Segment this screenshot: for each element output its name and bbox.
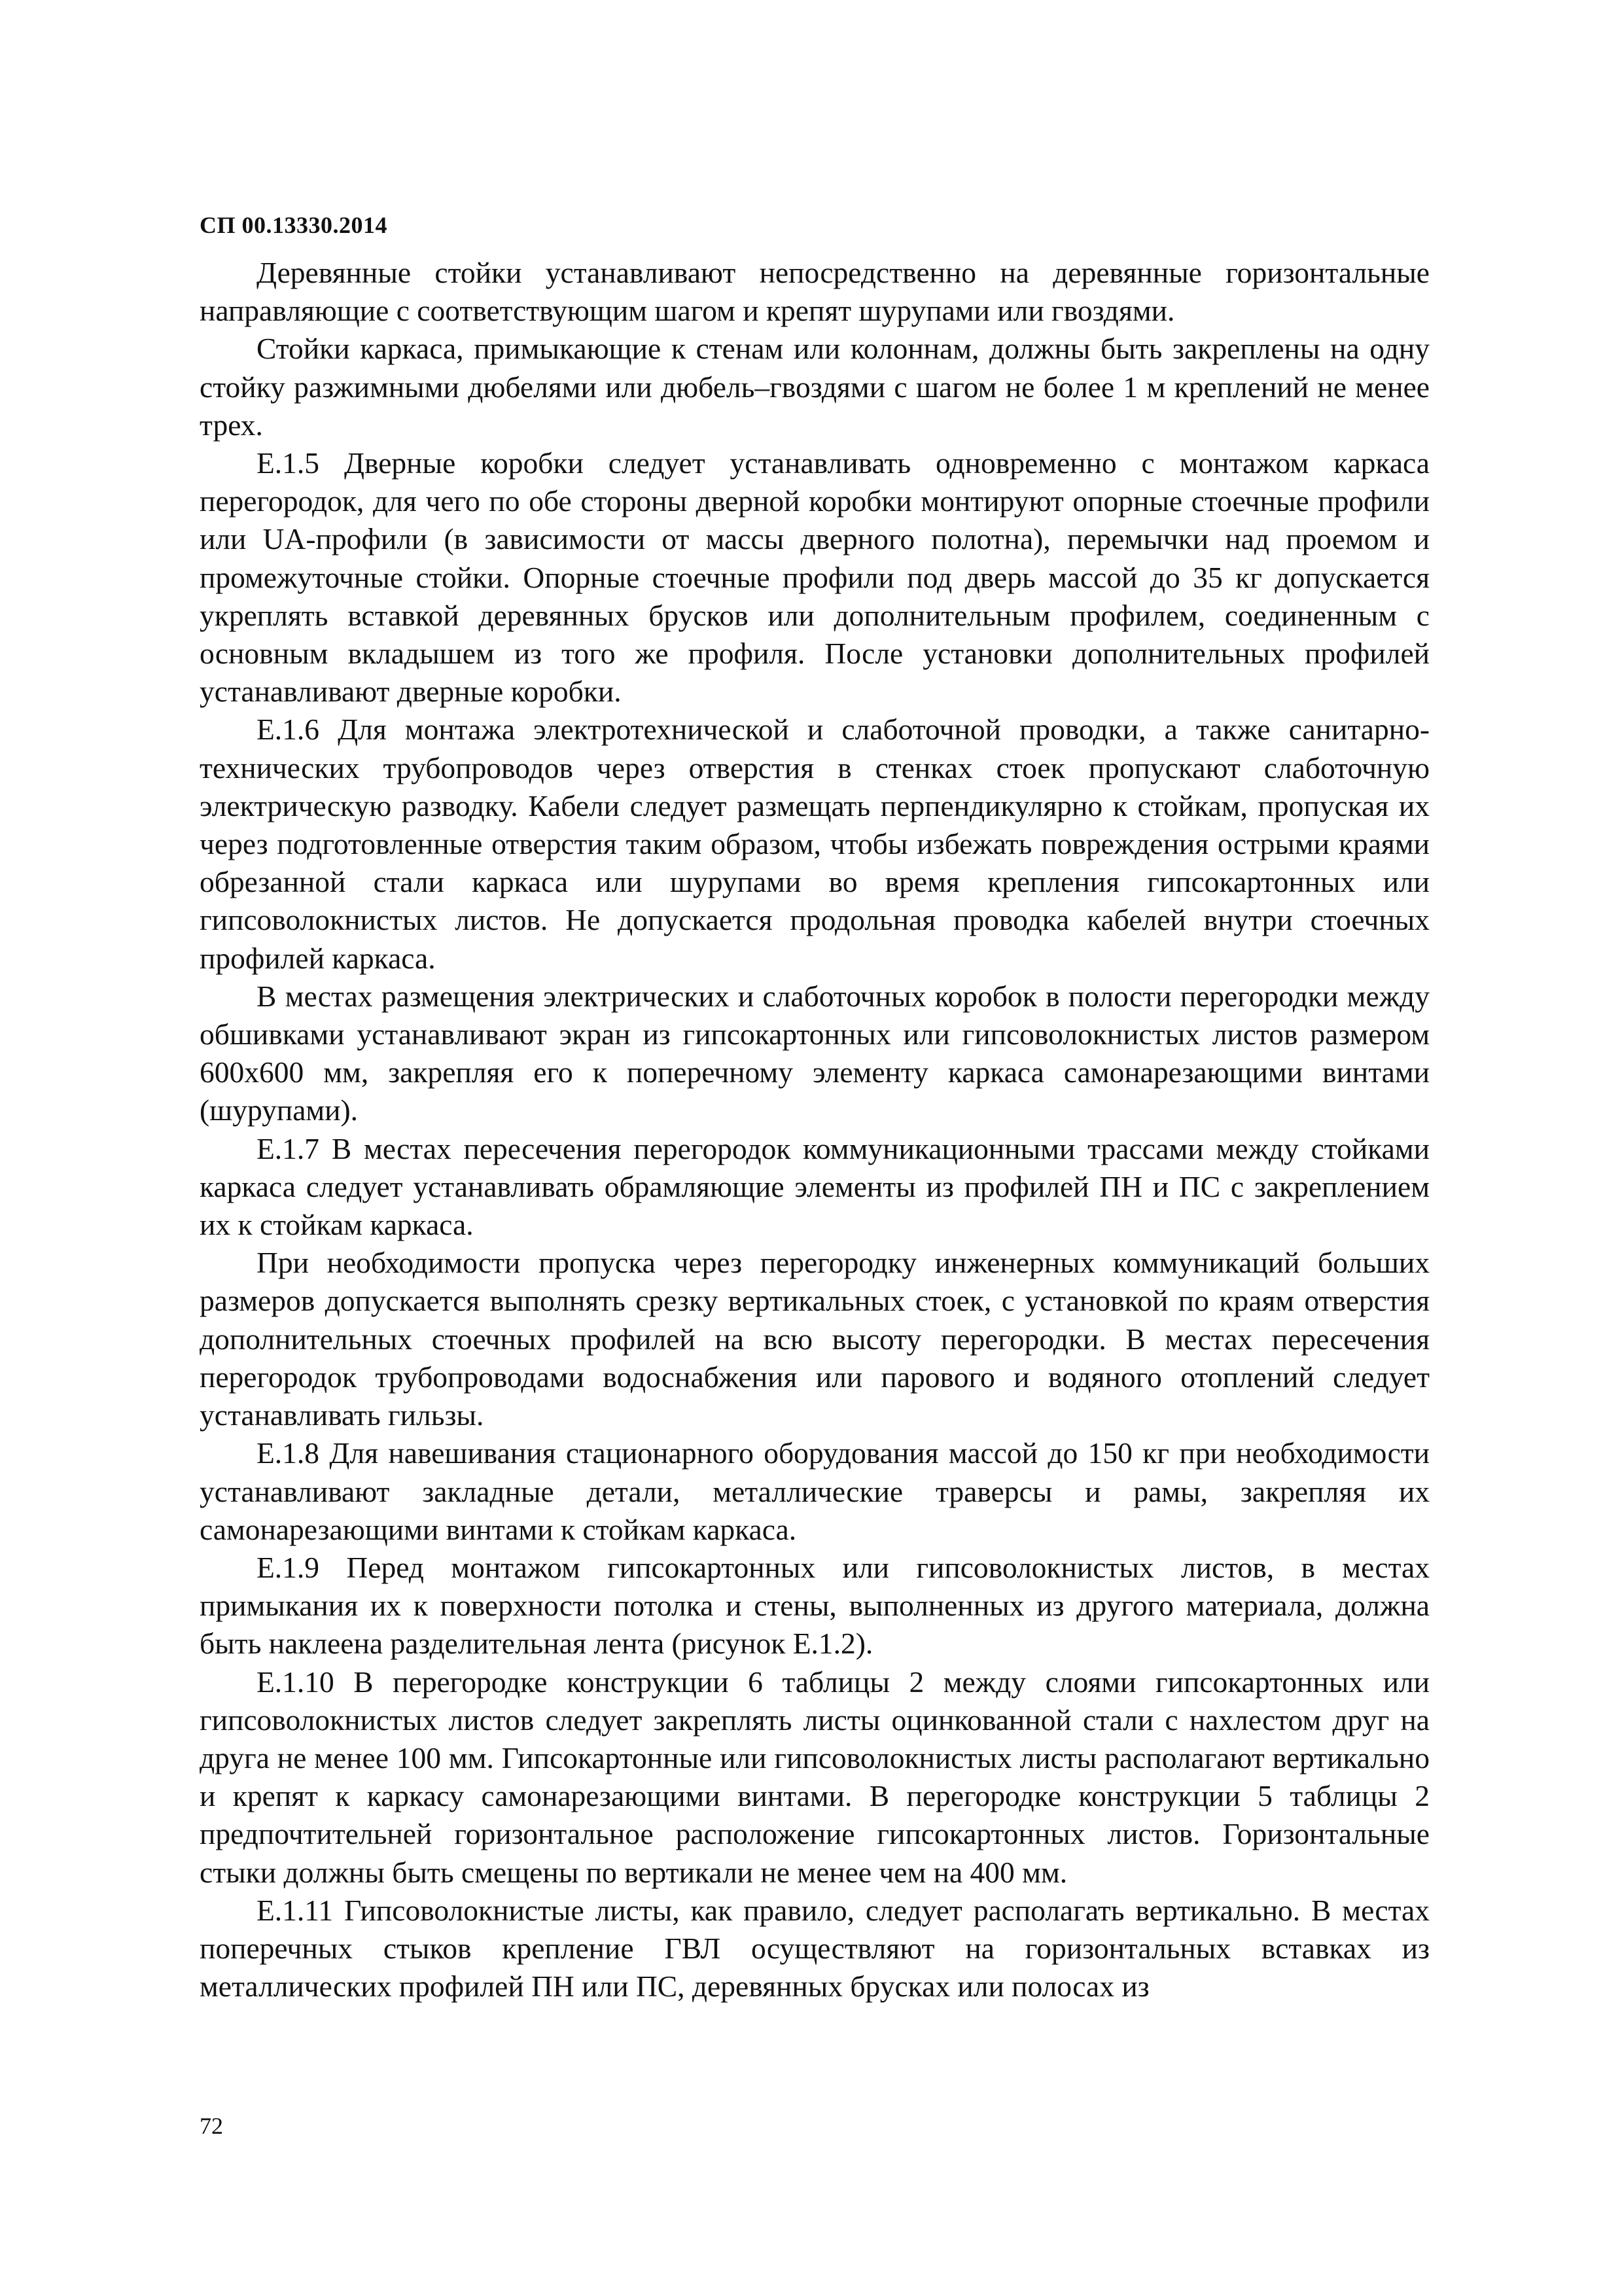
document-code-header: СП 00.13330.2014 xyxy=(200,212,387,238)
page-number: 72 xyxy=(200,2113,223,2139)
paragraph-e-1-10: Е.1.10 В перегородке конструкции 6 таблицы 2 между слоями гипсокартонных или гипсоволокнистых листов следует закреплять листы оцинкованной стали с нахлестом друг на друга не менее 100 мм. Гипсокартонные или гипсоволокнистых листы располагают вертикально и крепят к каркасу самонарезающими винтами. В перегородке конструкции 5 таблицы 2 предпочтительней горизонтальное расположение гипсокартонных листов. Горизонтальные стыки должны быть смещены по вертикали не менее чем на 400 мм. xyxy=(200,1665,1430,1889)
document-body xyxy=(200,254,1430,2005)
paragraph-e-1-11: Е.1.11 Гипсоволокнистые листы, как правило, следует располагать вертикально. В местах поперечных стыков крепление ГВЛ осуществляют на горизонтальных вставках из металлических профилей ПН или ПС, деревянных брусках или полосах из xyxy=(200,1893,1430,2004)
paragraph-e-1-8: Е.1.8 Для навешивания стационарного оборудования массой до 150 кг при необходимости устанавливают закладные детали, металлические траверсы и рамы, закрепляя их самонарезающими винтами к стойкам каркаса. xyxy=(200,1436,1430,1546)
paragraph-e-1-9: Е.1.9 Перед монтажом гипсокартонных или гипсоволокнистых листов, в местах примыкания их к поверхности потолка и стены, выполненных из другого материала, должна быть наклеена разделительная лента (рисунок Е.1.2). xyxy=(200,1550,1430,1661)
paragraph-e-1-7: Е.1.7 В местах пересечения перегородок коммуникационными трассами между стойками каркаса следует устанавливать обрамляющие элементы из профилей ПН и ПС с закреплением их к стойкам каркаса. xyxy=(200,1131,1430,1242)
paragraph-frame-posts: Стойки каркаса, примыкающие к стенам или колоннам, должны быть закреплены на одну стойку разжимными дюбелями или дюбель–гвоздями с шагом не более 1 м креплений не менее трех. xyxy=(200,332,1430,442)
paragraph-e-1-5: Е.1.5 Дверные коробки следует устанавливать одновременно с монтажом каркаса перегородок, для чего по обе стороны дверной коробки монтируют опорные стоечные профили или UA-профили (в зависимости от массы дверного полотна), перемычки над проемом и промежуточные стойки. Опорные стоечные профили под дверь массой до 35 кг допускается укреплять вставкой деревянных брусков или дополнительным профилем, соединенным с основным вкладышем из того же профиля. После установки дополнительных профилей устанавливают дверные коробки. xyxy=(200,446,1430,709)
paragraph-e-1-6: Е.1.6 Для монтажа электротехнической и слаботочной проводки, а также санитарно-технических трубопроводов через отверстия в стенках стоек пропускают слаботочную электрическую разводку. Кабели следует размещать перпендикулярно к стойкам, пропуская их через подготовленные отверстия таким образом, чтобы избежать повреждения острыми краями обрезанной стали каркаса или шурупами во время крепления гипсокартонных или гипсоволокнистых листов. Не допускается продольная проводка кабелей внутри стоечных профилей каркаса. xyxy=(200,713,1430,975)
paragraph-electrical-boxes: В местах размещения электрических и слаботочных коробок в полости перегородки между обшивками устанавливают экран из гипсокартонных или гипсоволокнистых листов размером 600х600 мм, закрепляя его к поперечному элементу каркаса самонарезающими винтами (шурупами). xyxy=(200,979,1430,1127)
paragraph-wooden-posts: Деревянные стойки устанавливают непосредственно на деревянные горизонтальные направляющие с соответствующим шагом и крепят шурупами или гвоздями. xyxy=(200,256,1430,328)
paragraph-large-utilities: При необходимости пропуска через перегородку инженерных коммуникаций больших размеров допускается выполнять срезку вертикальных стоек, с установкой по краям отверстия дополнительных стоечных профилей на всю высоту перегородки. В местах пересечения перегородок трубопроводами водоснабжения или парового и водяного отоплений следует устанавливать гильзы. xyxy=(200,1246,1430,1432)
